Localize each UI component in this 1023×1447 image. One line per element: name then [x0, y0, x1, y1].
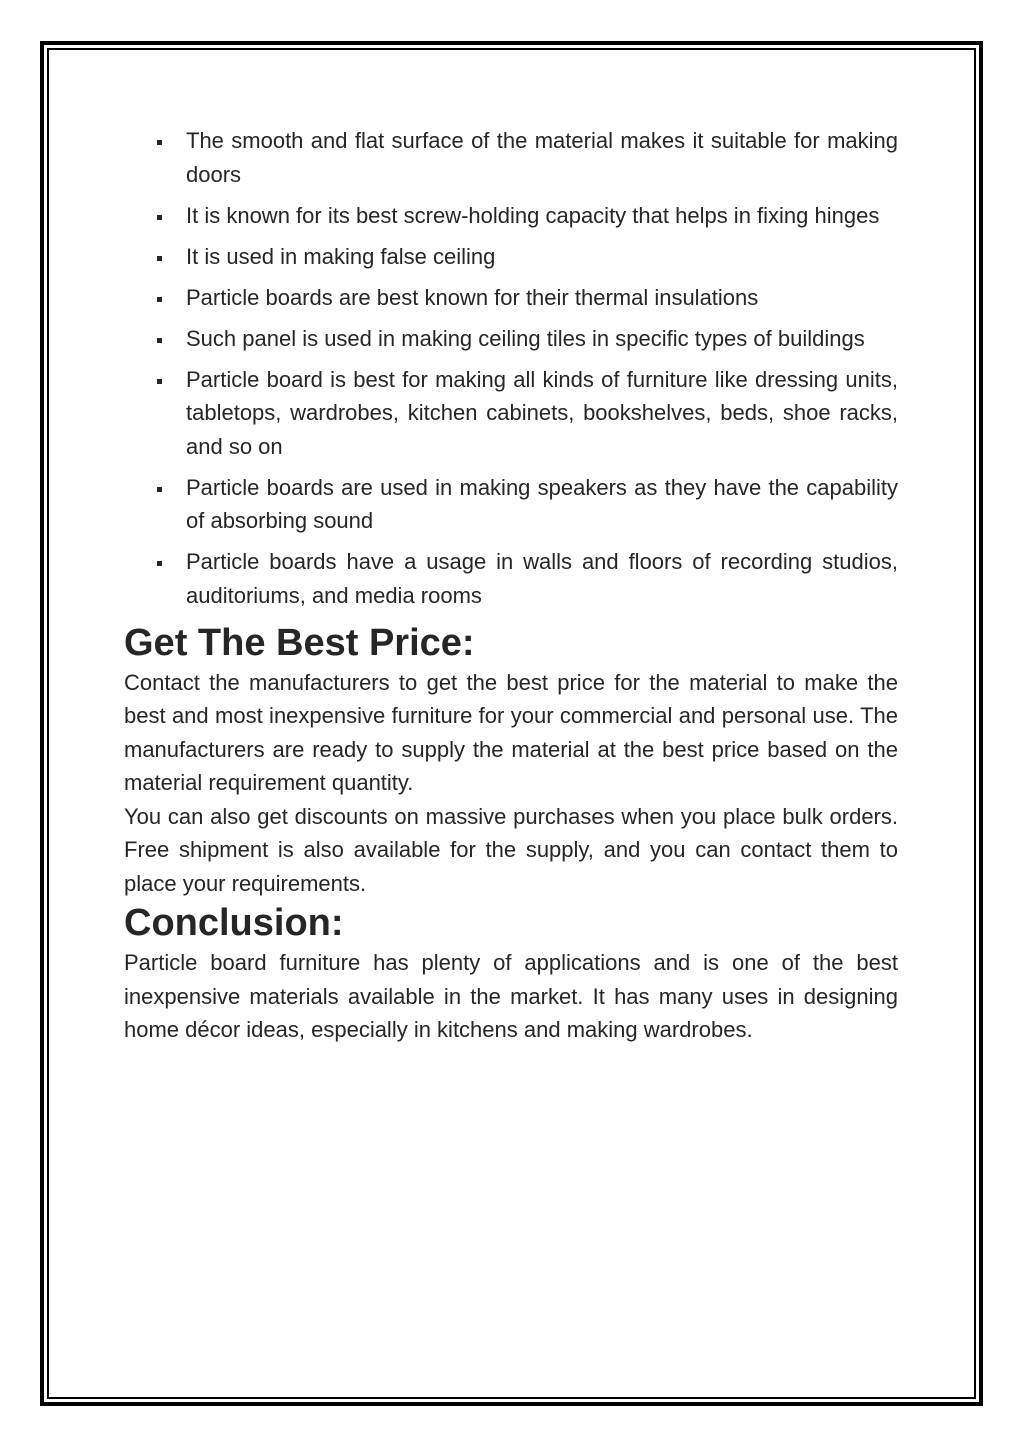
list-item — [124, 471, 898, 538]
square-bullet-icon — [157, 140, 162, 145]
list-item — [124, 240, 898, 274]
conclusion-paragraph: Particle board furniture has plenty of applications and is one of the best inexpensive materials available in the market. It has many uses in designing home décor ideas, especially in kitchens and making wardrobes. — [124, 950, 898, 1042]
list-item — [124, 281, 898, 315]
list-item — [124, 363, 898, 464]
conclusion-heading: Conclusion: — [124, 902, 344, 944]
list-item-text: Such panel is used in making ceiling tiles in specific types of buildings — [186, 325, 865, 351]
list-item — [124, 322, 898, 356]
square-bullet-icon — [157, 215, 162, 220]
list-item-text: Particle boards have a usage in walls and floors of recording studios, auditoriums, and media rooms — [186, 549, 898, 608]
discount-paragraph: You can also get discounts on massive purchases when you place bulk orders. Free shipment is also available for the supply, and you can contact them to place your requirements. — [124, 803, 898, 896]
best-price-heading: Get The Best Price: — [124, 621, 475, 664]
list-item-text: Particle board is best for making all kinds of furniture like dressing units, tabletops, wardrobes, kitchen cabinets, bookshelves, beds, shoe racks, and so on — [186, 366, 898, 459]
list-item-text: Particle boards are best known for their thermal insulations — [186, 284, 759, 310]
square-bullet-icon — [157, 256, 162, 261]
list-item-text: It is used in making false ceiling — [186, 243, 496, 269]
list-item — [124, 124, 898, 191]
list-item-text: Particle boards are used in making speakers as they have the capability of absorbing sound — [186, 474, 898, 533]
square-bullet-icon — [157, 561, 162, 566]
list-item-text: It is known for its best screw-holding capacity that helps in fixing hinges — [186, 202, 880, 228]
list-item — [124, 199, 898, 233]
uses-list — [124, 124, 898, 612]
list-item — [124, 545, 898, 612]
square-bullet-icon — [157, 297, 162, 302]
square-bullet-icon — [157, 487, 162, 492]
list-item-text: The smooth and flat surface of the material makes it suitable for making doors — [186, 128, 898, 187]
square-bullet-icon — [157, 379, 162, 384]
best-price-paragraph: Contact the manufacturers to get the best price for the material to make the best and most inexpensive furniture for your commercial and personal use. The manufacturers are ready to supply the material at the best price based on the material requirement quantity. — [124, 669, 898, 795]
square-bullet-icon — [157, 338, 162, 343]
document-content — [124, 124, 898, 1047]
